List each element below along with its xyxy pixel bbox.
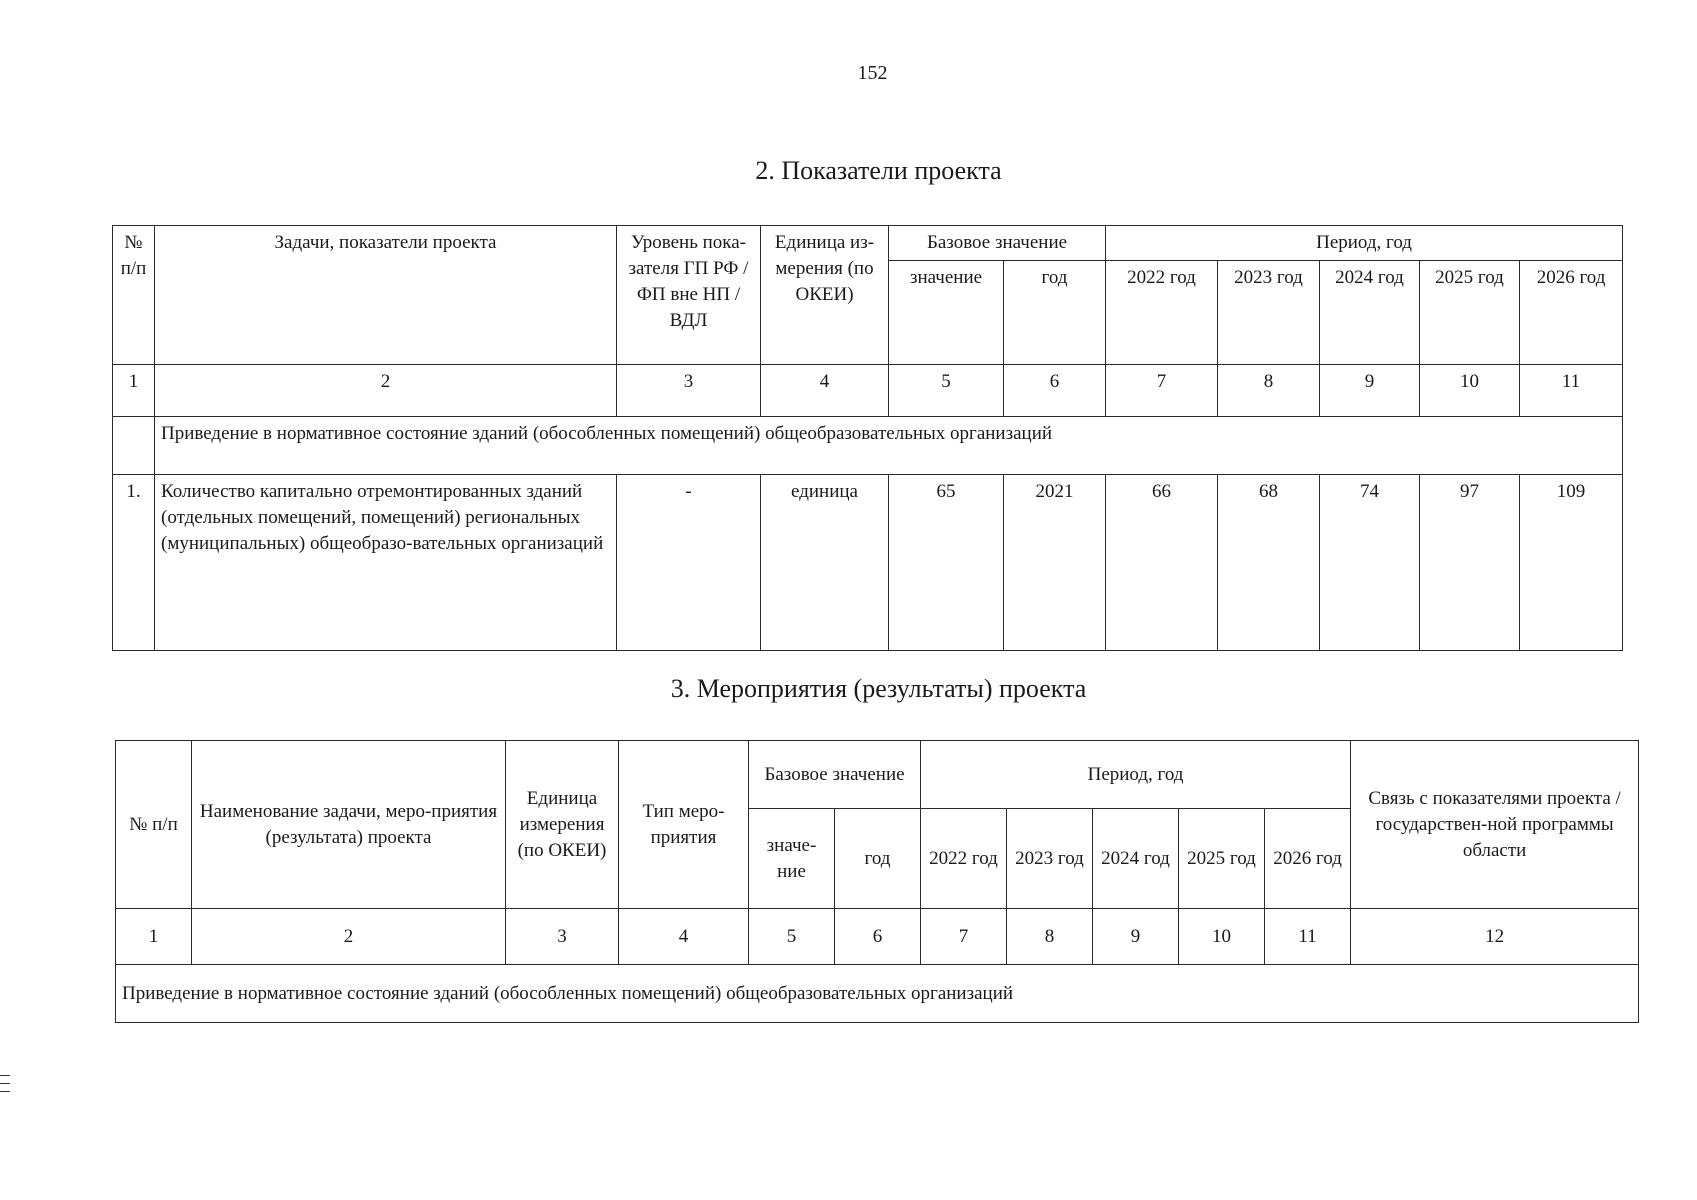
header-type: Тип меро-приятия xyxy=(619,741,749,909)
col-number: 3 xyxy=(617,365,761,417)
header-year-2026: 2026 год xyxy=(1520,261,1623,365)
col-number: 5 xyxy=(889,365,1004,417)
header-period: Период, год xyxy=(1106,226,1623,261)
indicator-2026: 109 xyxy=(1520,475,1623,651)
col-number: 5 xyxy=(749,909,835,965)
col-number: 11 xyxy=(1265,909,1351,965)
indicator-base-value: 65 xyxy=(889,475,1004,651)
header-year-2023: 2023 год xyxy=(1218,261,1320,365)
header-year-2024: 2024 год xyxy=(1093,809,1179,909)
col-number: 3 xyxy=(506,909,619,965)
col-number: 8 xyxy=(1007,909,1093,965)
col-number: 1 xyxy=(113,365,155,417)
header-year-2022: 2022 год xyxy=(921,809,1007,909)
col-number: 4 xyxy=(761,365,889,417)
header-number: № п/п xyxy=(113,226,155,365)
indicator-2023: 68 xyxy=(1218,475,1320,651)
col-number: 2 xyxy=(155,365,617,417)
header-year-2025: 2025 год xyxy=(1179,809,1265,909)
indicator-level: - xyxy=(617,475,761,651)
col-number: 7 xyxy=(1106,365,1218,417)
row-number: 1. xyxy=(113,475,155,651)
col-number: 6 xyxy=(835,909,921,965)
header-year-2025: 2025 год xyxy=(1420,261,1520,365)
col-number: 7 xyxy=(921,909,1007,965)
col-number: 1 xyxy=(116,909,192,965)
header-base: Базовое значение xyxy=(749,741,921,809)
indicator-unit: единица xyxy=(761,475,889,651)
col-number: 6 xyxy=(1004,365,1106,417)
header-unit: Единица измерения (по ОКЕИ) xyxy=(506,741,619,909)
indicator-base-year: 2021 xyxy=(1004,475,1106,651)
header-base: Базовое значение xyxy=(889,226,1106,261)
header-tasks: Задачи, показатели проекта xyxy=(155,226,617,365)
col-number: 10 xyxy=(1420,365,1520,417)
header-year-2023: 2023 год xyxy=(1007,809,1093,909)
col-number: 9 xyxy=(1093,909,1179,965)
indicator-2024: 74 xyxy=(1320,475,1420,651)
indicator-2022: 66 xyxy=(1106,475,1218,651)
results-table xyxy=(115,740,1639,1023)
section-title-results: 3. Мероприятия (результаты) проекта xyxy=(670,674,1087,703)
header-year-2024: 2024 год xyxy=(1320,261,1420,365)
margin-mark xyxy=(0,1083,10,1084)
header-number: № п/п xyxy=(116,741,192,909)
page-number: 152 xyxy=(857,62,888,84)
header-year-2026: 2026 год xyxy=(1265,809,1351,909)
header-name: Наименование задачи, меро-приятия (результата) проекта xyxy=(192,741,506,909)
header-base-year: год xyxy=(835,809,921,909)
group-row-empty xyxy=(113,417,155,475)
col-number: 2 xyxy=(192,909,506,965)
col-number: 4 xyxy=(619,909,749,965)
header-year-2022: 2022 год xyxy=(1106,261,1218,365)
margin-mark xyxy=(0,1075,10,1076)
indicator-name: Количество капитально отремонтированных зданий (отдельных помещений, помещений) региональных (муниципальных) общеобразо-вательных организаций xyxy=(155,475,617,651)
header-level: Уровень пока-зателя ГП РФ / ФП вне НП / ВДЛ xyxy=(617,226,761,365)
margin-mark xyxy=(0,1091,10,1092)
indicators-table xyxy=(112,225,1623,651)
header-link: Связь с показателями проекта / государствен-ной программы области xyxy=(1351,741,1639,909)
group-row: Приведение в нормативное состояние зданий (обособленных помещений) общеобразовательных организаций xyxy=(116,965,1639,1023)
col-number: 8 xyxy=(1218,365,1320,417)
header-unit: Единица из-мерения (по ОКЕИ) xyxy=(761,226,889,365)
col-number: 10 xyxy=(1179,909,1265,965)
indicator-2025: 97 xyxy=(1420,475,1520,651)
section-title-indicators: 2. Показатели проекта xyxy=(755,156,1002,185)
header-base-value: значение xyxy=(889,261,1004,365)
col-number: 12 xyxy=(1351,909,1639,965)
col-number: 9 xyxy=(1320,365,1420,417)
col-number: 11 xyxy=(1520,365,1623,417)
header-base-year: год xyxy=(1004,261,1106,365)
header-period: Период, год xyxy=(921,741,1351,809)
header-base-value: значе-ние xyxy=(749,809,835,909)
group-row: Приведение в нормативное состояние зданий (обособленных помещений) общеобразовательных организаций xyxy=(155,417,1623,475)
